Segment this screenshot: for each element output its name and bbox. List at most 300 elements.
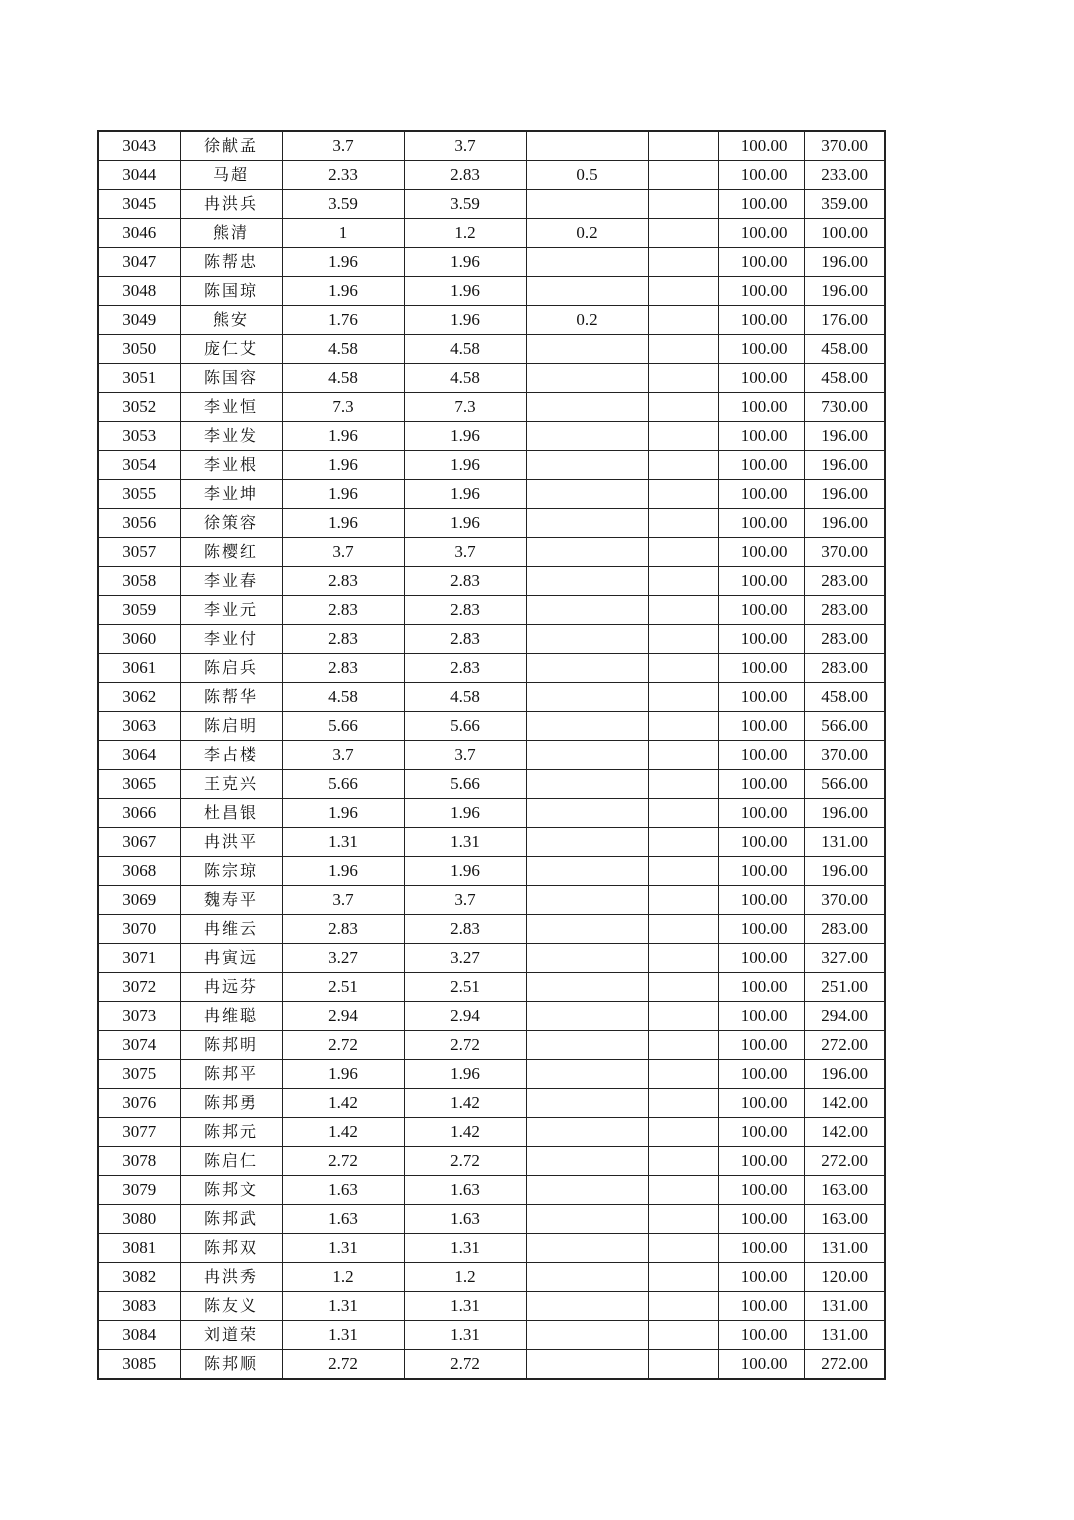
blank-cell — [648, 1350, 718, 1380]
table-row — [98, 741, 885, 770]
difference-cell — [526, 683, 648, 712]
blank-cell — [648, 683, 718, 712]
value-b-cell: 1.31 — [404, 1292, 526, 1321]
value-b-cell: 3.7 — [404, 741, 526, 770]
blank-cell — [648, 248, 718, 277]
value-b-cell: 4.58 — [404, 364, 526, 393]
difference-cell — [526, 1060, 648, 1089]
row-number-cell: 3083 — [98, 1292, 180, 1321]
total-cell: 176.00 — [804, 306, 885, 335]
value-b-cell: 1.31 — [404, 828, 526, 857]
value-b-cell: 1.63 — [404, 1176, 526, 1205]
difference-cell — [526, 1176, 648, 1205]
value-a-cell: 3.59 — [282, 190, 404, 219]
table-row — [98, 886, 885, 915]
total-cell: 283.00 — [804, 654, 885, 683]
table-row — [98, 364, 885, 393]
name-cell: 陈帮忠 — [180, 248, 282, 277]
blank-cell — [648, 1147, 718, 1176]
total-cell: 370.00 — [804, 741, 885, 770]
blank-cell — [648, 335, 718, 364]
value-b-cell: 3.59 — [404, 190, 526, 219]
total-cell: 196.00 — [804, 422, 885, 451]
total-cell: 730.00 — [804, 393, 885, 422]
difference-cell — [526, 393, 648, 422]
value-b-cell: 1.96 — [404, 451, 526, 480]
difference-cell — [526, 799, 648, 828]
blank-cell — [648, 538, 718, 567]
unit-price-cell: 100.00 — [718, 248, 804, 277]
value-a-cell: 1.31 — [282, 1234, 404, 1263]
row-number-cell: 3055 — [98, 480, 180, 509]
unit-price-cell: 100.00 — [718, 1089, 804, 1118]
name-cell: 陈友义 — [180, 1292, 282, 1321]
difference-cell — [526, 1089, 648, 1118]
blank-cell — [648, 1031, 718, 1060]
blank-cell — [648, 131, 718, 161]
difference-cell — [526, 1321, 648, 1350]
row-number-cell: 3044 — [98, 161, 180, 190]
blank-cell — [648, 770, 718, 799]
value-b-cell: 2.83 — [404, 625, 526, 654]
value-a-cell: 2.83 — [282, 625, 404, 654]
row-number-cell: 3076 — [98, 1089, 180, 1118]
name-cell: 陈邦武 — [180, 1205, 282, 1234]
unit-price-cell: 100.00 — [718, 190, 804, 219]
total-cell: 327.00 — [804, 944, 885, 973]
difference-cell — [526, 567, 648, 596]
total-cell: 142.00 — [804, 1118, 885, 1147]
value-b-cell: 3.7 — [404, 131, 526, 161]
value-a-cell: 7.3 — [282, 393, 404, 422]
unit-price-cell: 100.00 — [718, 770, 804, 799]
value-a-cell: 2.94 — [282, 1002, 404, 1031]
table-row — [98, 654, 885, 683]
value-a-cell: 1.31 — [282, 1321, 404, 1350]
value-a-cell: 5.66 — [282, 712, 404, 741]
value-b-cell: 1.42 — [404, 1089, 526, 1118]
name-cell: 王克兴 — [180, 770, 282, 799]
table-row — [98, 277, 885, 306]
blank-cell — [648, 654, 718, 683]
value-b-cell: 1.2 — [404, 1263, 526, 1292]
unit-price-cell: 100.00 — [718, 451, 804, 480]
difference-cell — [526, 1002, 648, 1031]
value-b-cell: 1.2 — [404, 219, 526, 248]
total-cell: 163.00 — [804, 1205, 885, 1234]
unit-price-cell: 100.00 — [718, 915, 804, 944]
unit-price-cell: 100.00 — [718, 1002, 804, 1031]
unit-price-cell: 100.00 — [718, 1147, 804, 1176]
table-row — [98, 538, 885, 567]
value-b-cell: 2.94 — [404, 1002, 526, 1031]
difference-cell — [526, 741, 648, 770]
name-cell: 熊清 — [180, 219, 282, 248]
table-row — [98, 509, 885, 538]
total-cell: 163.00 — [804, 1176, 885, 1205]
name-cell: 冉寅远 — [180, 944, 282, 973]
row-number-cell: 3067 — [98, 828, 180, 857]
total-cell: 359.00 — [804, 190, 885, 219]
difference-cell — [526, 712, 648, 741]
row-number-cell: 3047 — [98, 248, 180, 277]
name-cell: 冉维云 — [180, 915, 282, 944]
unit-price-cell: 100.00 — [718, 219, 804, 248]
name-cell: 陈宗琼 — [180, 857, 282, 886]
row-number-cell: 3069 — [98, 886, 180, 915]
table-row — [98, 1350, 885, 1380]
blank-cell — [648, 1118, 718, 1147]
total-cell: 458.00 — [804, 683, 885, 712]
difference-cell — [526, 248, 648, 277]
difference-cell — [526, 596, 648, 625]
blank-cell — [648, 596, 718, 625]
table-row — [98, 480, 885, 509]
value-a-cell: 1.63 — [282, 1176, 404, 1205]
difference-cell — [526, 1263, 648, 1292]
total-cell: 458.00 — [804, 364, 885, 393]
value-b-cell: 3.7 — [404, 886, 526, 915]
value-a-cell: 2.33 — [282, 161, 404, 190]
unit-price-cell: 100.00 — [718, 857, 804, 886]
blank-cell — [648, 1205, 718, 1234]
value-b-cell: 3.7 — [404, 538, 526, 567]
row-number-cell: 3073 — [98, 1002, 180, 1031]
row-number-cell: 3049 — [98, 306, 180, 335]
value-b-cell: 5.66 — [404, 712, 526, 741]
table-row — [98, 190, 885, 219]
blank-cell — [648, 915, 718, 944]
value-a-cell: 3.7 — [282, 741, 404, 770]
table-row — [98, 828, 885, 857]
total-cell: 142.00 — [804, 1089, 885, 1118]
row-number-cell: 3066 — [98, 799, 180, 828]
row-number-cell: 3065 — [98, 770, 180, 799]
table-row — [98, 306, 885, 335]
row-number-cell: 3082 — [98, 1263, 180, 1292]
value-b-cell: 2.83 — [404, 915, 526, 944]
name-cell: 冉洪兵 — [180, 190, 282, 219]
unit-price-cell: 100.00 — [718, 1031, 804, 1060]
blank-cell — [648, 1002, 718, 1031]
value-a-cell: 4.58 — [282, 364, 404, 393]
unit-price-cell: 100.00 — [718, 828, 804, 857]
total-cell: 196.00 — [804, 451, 885, 480]
unit-price-cell: 100.00 — [718, 1118, 804, 1147]
difference-cell — [526, 886, 648, 915]
value-b-cell: 1.96 — [404, 422, 526, 451]
name-cell: 熊安 — [180, 306, 282, 335]
row-number-cell: 3062 — [98, 683, 180, 712]
name-cell: 徐策容 — [180, 509, 282, 538]
name-cell: 李占楼 — [180, 741, 282, 770]
value-b-cell: 1.42 — [404, 1118, 526, 1147]
blank-cell — [648, 219, 718, 248]
table-row — [98, 596, 885, 625]
value-b-cell: 1.96 — [404, 1060, 526, 1089]
difference-cell — [526, 973, 648, 1002]
unit-price-cell: 100.00 — [718, 538, 804, 567]
value-a-cell: 2.83 — [282, 915, 404, 944]
total-cell: 283.00 — [804, 915, 885, 944]
value-b-cell: 1.96 — [404, 480, 526, 509]
total-cell: 566.00 — [804, 770, 885, 799]
name-cell: 陈启兵 — [180, 654, 282, 683]
row-number-cell: 3068 — [98, 857, 180, 886]
total-cell: 120.00 — [804, 1263, 885, 1292]
difference-cell — [526, 1118, 648, 1147]
value-a-cell: 1.2 — [282, 1263, 404, 1292]
table-row — [98, 857, 885, 886]
total-cell: 196.00 — [804, 480, 885, 509]
blank-cell — [648, 741, 718, 770]
table-row — [98, 422, 885, 451]
table-row — [98, 770, 885, 799]
table-row — [98, 1263, 885, 1292]
name-cell: 庞仁艾 — [180, 335, 282, 364]
value-b-cell: 2.72 — [404, 1350, 526, 1380]
table-row — [98, 451, 885, 480]
value-b-cell: 1.96 — [404, 509, 526, 538]
value-a-cell: 3.7 — [282, 131, 404, 161]
blank-cell — [648, 277, 718, 306]
difference-cell — [526, 828, 648, 857]
value-b-cell: 2.83 — [404, 654, 526, 683]
name-cell: 冉洪秀 — [180, 1263, 282, 1292]
row-number-cell: 3045 — [98, 190, 180, 219]
difference-cell — [526, 277, 648, 306]
table-row — [98, 1002, 885, 1031]
name-cell: 李业付 — [180, 625, 282, 654]
blank-cell — [648, 364, 718, 393]
blank-cell — [648, 625, 718, 654]
name-cell: 陈邦明 — [180, 1031, 282, 1060]
unit-price-cell: 100.00 — [718, 1350, 804, 1380]
unit-price-cell: 100.00 — [718, 480, 804, 509]
blank-cell — [648, 973, 718, 1002]
blank-cell — [648, 451, 718, 480]
name-cell: 杜昌银 — [180, 799, 282, 828]
row-number-cell: 3043 — [98, 131, 180, 161]
unit-price-cell: 100.00 — [718, 364, 804, 393]
name-cell: 魏寿平 — [180, 886, 282, 915]
name-cell: 陈国容 — [180, 364, 282, 393]
value-a-cell: 2.83 — [282, 567, 404, 596]
total-cell: 233.00 — [804, 161, 885, 190]
name-cell: 陈樱红 — [180, 538, 282, 567]
table-row — [98, 1060, 885, 1089]
row-number-cell: 3079 — [98, 1176, 180, 1205]
value-a-cell: 1.96 — [282, 480, 404, 509]
difference-cell — [526, 1031, 648, 1060]
value-a-cell: 1.96 — [282, 509, 404, 538]
total-cell: 196.00 — [804, 277, 885, 306]
value-a-cell: 2.83 — [282, 654, 404, 683]
unit-price-cell: 100.00 — [718, 422, 804, 451]
blank-cell — [648, 190, 718, 219]
row-number-cell: 3058 — [98, 567, 180, 596]
total-cell: 131.00 — [804, 1234, 885, 1263]
table-row — [98, 799, 885, 828]
difference-cell — [526, 944, 648, 973]
value-b-cell: 1.96 — [404, 306, 526, 335]
difference-cell — [526, 364, 648, 393]
name-cell: 李业发 — [180, 422, 282, 451]
difference-cell — [526, 422, 648, 451]
unit-price-cell: 100.00 — [718, 131, 804, 161]
value-a-cell: 1.96 — [282, 248, 404, 277]
blank-cell — [648, 306, 718, 335]
blank-cell — [648, 480, 718, 509]
value-b-cell: 1.96 — [404, 799, 526, 828]
total-cell: 370.00 — [804, 886, 885, 915]
value-a-cell: 4.58 — [282, 335, 404, 364]
unit-price-cell: 100.00 — [718, 596, 804, 625]
row-number-cell: 3075 — [98, 1060, 180, 1089]
value-b-cell: 4.58 — [404, 335, 526, 364]
unit-price-cell: 100.00 — [718, 1234, 804, 1263]
total-cell: 251.00 — [804, 973, 885, 1002]
value-a-cell: 2.72 — [282, 1350, 404, 1380]
table-row — [98, 1292, 885, 1321]
name-cell: 冉远芬 — [180, 973, 282, 1002]
difference-cell — [526, 538, 648, 567]
total-cell: 458.00 — [804, 335, 885, 364]
value-b-cell: 1.96 — [404, 248, 526, 277]
total-cell: 283.00 — [804, 625, 885, 654]
table-row — [98, 915, 885, 944]
unit-price-cell: 100.00 — [718, 161, 804, 190]
difference-cell — [526, 770, 648, 799]
difference-cell — [526, 1205, 648, 1234]
table-row — [98, 712, 885, 741]
row-number-cell: 3051 — [98, 364, 180, 393]
name-cell: 陈国琼 — [180, 277, 282, 306]
blank-cell — [648, 393, 718, 422]
difference-cell — [526, 451, 648, 480]
name-cell: 陈启仁 — [180, 1147, 282, 1176]
name-cell: 陈邦双 — [180, 1234, 282, 1263]
table-row — [98, 248, 885, 277]
unit-price-cell: 100.00 — [718, 625, 804, 654]
row-number-cell: 3074 — [98, 1031, 180, 1060]
blank-cell — [648, 857, 718, 886]
unit-price-cell: 100.00 — [718, 1205, 804, 1234]
table-row — [98, 335, 885, 364]
value-b-cell: 2.83 — [404, 161, 526, 190]
row-number-cell: 3060 — [98, 625, 180, 654]
unit-price-cell: 100.00 — [718, 683, 804, 712]
table-row — [98, 1176, 885, 1205]
total-cell: 272.00 — [804, 1031, 885, 1060]
row-number-cell: 3085 — [98, 1350, 180, 1380]
difference-cell — [526, 1350, 648, 1380]
value-a-cell: 2.51 — [282, 973, 404, 1002]
blank-cell — [648, 1321, 718, 1350]
unit-price-cell: 100.00 — [718, 741, 804, 770]
value-a-cell: 1.76 — [282, 306, 404, 335]
total-cell: 283.00 — [804, 567, 885, 596]
blank-cell — [648, 799, 718, 828]
difference-cell: 0.2 — [526, 219, 648, 248]
total-cell: 196.00 — [804, 248, 885, 277]
difference-cell — [526, 857, 648, 886]
row-number-cell: 3054 — [98, 451, 180, 480]
blank-cell — [648, 1176, 718, 1205]
total-cell: 566.00 — [804, 712, 885, 741]
name-cell: 陈邦文 — [180, 1176, 282, 1205]
name-cell: 李业元 — [180, 596, 282, 625]
unit-price-cell: 100.00 — [718, 509, 804, 538]
total-cell: 131.00 — [804, 828, 885, 857]
value-b-cell: 5.66 — [404, 770, 526, 799]
row-number-cell: 3052 — [98, 393, 180, 422]
records-table — [97, 130, 886, 1380]
unit-price-cell: 100.00 — [718, 712, 804, 741]
value-b-cell: 2.83 — [404, 567, 526, 596]
name-cell: 马超 — [180, 161, 282, 190]
row-number-cell: 3072 — [98, 973, 180, 1002]
value-a-cell: 3.27 — [282, 944, 404, 973]
blank-cell — [648, 1060, 718, 1089]
unit-price-cell: 100.00 — [718, 799, 804, 828]
value-a-cell: 2.83 — [282, 596, 404, 625]
table-row — [98, 161, 885, 190]
difference-cell — [526, 915, 648, 944]
unit-price-cell: 100.00 — [718, 306, 804, 335]
unit-price-cell: 100.00 — [718, 654, 804, 683]
table-row — [98, 1118, 885, 1147]
value-a-cell: 3.7 — [282, 538, 404, 567]
blank-cell — [648, 161, 718, 190]
table-row — [98, 1321, 885, 1350]
name-cell: 李业坤 — [180, 480, 282, 509]
name-cell: 李业恒 — [180, 393, 282, 422]
name-cell: 陈邦元 — [180, 1118, 282, 1147]
value-a-cell: 1.31 — [282, 1292, 404, 1321]
row-number-cell: 3057 — [98, 538, 180, 567]
value-a-cell: 1.31 — [282, 828, 404, 857]
unit-price-cell: 100.00 — [718, 567, 804, 596]
row-number-cell: 3070 — [98, 915, 180, 944]
table-row — [98, 1147, 885, 1176]
value-a-cell: 1.42 — [282, 1089, 404, 1118]
table-row — [98, 131, 885, 161]
blank-cell — [648, 422, 718, 451]
name-cell: 陈邦顺 — [180, 1350, 282, 1380]
name-cell: 陈邦平 — [180, 1060, 282, 1089]
value-a-cell: 1.63 — [282, 1205, 404, 1234]
blank-cell — [648, 1089, 718, 1118]
value-a-cell: 3.7 — [282, 886, 404, 915]
unit-price-cell: 100.00 — [718, 1321, 804, 1350]
total-cell: 370.00 — [804, 538, 885, 567]
name-cell: 冉维聪 — [180, 1002, 282, 1031]
table-row — [98, 944, 885, 973]
value-a-cell: 1.96 — [282, 422, 404, 451]
unit-price-cell: 100.00 — [718, 886, 804, 915]
table-row — [98, 1089, 885, 1118]
table-row — [98, 1234, 885, 1263]
value-a-cell: 1.96 — [282, 857, 404, 886]
value-b-cell: 4.58 — [404, 683, 526, 712]
row-number-cell: 3081 — [98, 1234, 180, 1263]
value-b-cell: 1.96 — [404, 277, 526, 306]
row-number-cell: 3063 — [98, 712, 180, 741]
total-cell: 100.00 — [804, 219, 885, 248]
difference-cell — [526, 509, 648, 538]
unit-price-cell: 100.00 — [718, 973, 804, 1002]
